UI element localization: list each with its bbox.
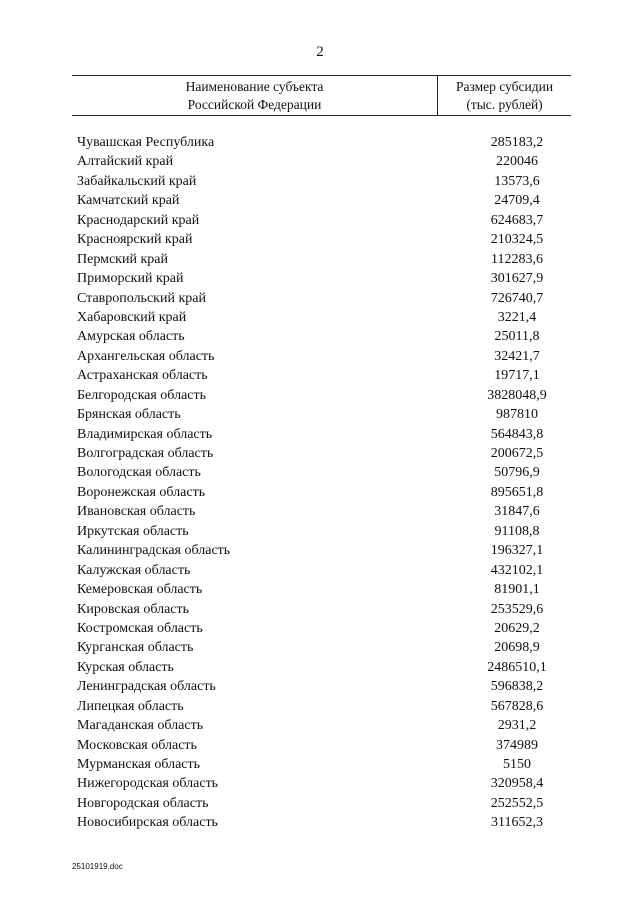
table-row — [77, 133, 571, 152]
subsidy-amount: 13573,6 — [494, 173, 540, 189]
table-row — [77, 813, 571, 832]
table-row — [77, 774, 571, 793]
subsidy-amount: 285183,2 — [490, 135, 544, 150]
subject-name: Волгоградская область — [77, 446, 214, 461]
table-row — [77, 600, 571, 619]
subsidy-amount: 252552,5 — [490, 795, 544, 811]
subsidy-amount: 596838,2 — [490, 679, 544, 695]
table-row — [77, 347, 571, 366]
subject-name: Краснодарский край — [77, 212, 200, 228]
subject-name: Чувашская Республика — [77, 135, 215, 150]
table-row — [77, 502, 571, 521]
subsidy-amount: 50796,9 — [494, 465, 540, 481]
table-row — [77, 483, 571, 502]
subsidy-amount: 374989 — [496, 737, 538, 753]
subsidy-amount: 220046 — [496, 154, 538, 170]
table-row — [77, 638, 571, 657]
subject-name: Ивановская область — [77, 504, 196, 520]
subject-name: Новосибирская область — [77, 815, 218, 831]
table-row — [77, 716, 571, 735]
table-row — [77, 736, 571, 755]
subject-name: Кемеровская область — [77, 582, 203, 598]
subject-name: Липецкая область — [77, 698, 184, 714]
subject-name: Ставропольский край — [77, 290, 206, 306]
subject-name: Московская область — [77, 737, 197, 753]
table-row — [77, 541, 571, 560]
subject-name: Калужская область — [77, 562, 191, 578]
subsidy-amount: 19717,1 — [494, 368, 540, 384]
subsidy-amount: 31847,6 — [494, 504, 540, 520]
table-row — [77, 152, 571, 171]
document-code: 25101919.doc — [72, 862, 123, 871]
subsidy-amount: 987810 — [496, 407, 538, 423]
column-header-subsidy-amount-line2: (тыс. рублей) — [466, 97, 543, 112]
subsidy-amount: 20629,2 — [494, 620, 540, 636]
subject-name: Красноярский край — [77, 232, 193, 248]
subject-name: Алтайский край — [77, 154, 174, 170]
subject-name: Иркутская область — [77, 523, 189, 539]
subsidy-amount: 91108,8 — [494, 523, 540, 539]
column-header-subject-name — [72, 78, 437, 114]
subsidy-amount: 432102,1 — [490, 562, 544, 578]
subsidy-amount: 20698,9 — [494, 640, 540, 656]
column-header-subsidy-amount — [438, 78, 571, 114]
table-row — [77, 444, 571, 463]
subsidy-amount: 567828,6 — [490, 698, 544, 714]
subsidy-amount: 32421,7 — [494, 348, 540, 364]
subject-name: Ленинградская область — [77, 679, 216, 695]
subject-name: Приморский край — [77, 271, 184, 287]
subsidy-amount: 3221,4 — [497, 309, 537, 325]
table-row — [77, 366, 571, 385]
subject-name: Воронежская область — [77, 484, 206, 500]
table-row — [77, 697, 571, 716]
table-row — [77, 522, 571, 541]
table-row — [77, 269, 571, 288]
table-header-bottom-rule — [72, 115, 571, 116]
subsidy-amount: 311652,3 — [491, 815, 543, 831]
table-row — [77, 211, 571, 230]
subject-name: Брянская область — [77, 407, 181, 423]
subsidy-amount: 210324,5 — [490, 232, 544, 248]
page-number: 2 — [316, 44, 324, 60]
subject-name: Костромская область — [77, 620, 203, 636]
subject-name: Пермский край — [77, 251, 168, 267]
table-row — [77, 386, 571, 405]
table-row — [77, 619, 571, 638]
subject-name: Камчатский край — [77, 193, 180, 209]
column-header-subject-name-line1: Наименование субъекта — [185, 79, 324, 94]
subject-name: Курганская область — [77, 640, 194, 656]
subsidy-amount: 624683,7 — [490, 212, 544, 228]
table-header-top-rule — [72, 75, 571, 76]
table-row — [77, 405, 571, 424]
table-row — [77, 191, 571, 210]
subject-name: Забайкальский край — [77, 173, 197, 189]
subject-name: Архангельская область — [77, 348, 215, 364]
subject-name: Хабаровский край — [77, 309, 187, 325]
column-header-subject-name-line2: Российской Федерации — [187, 97, 322, 112]
table-row — [77, 677, 571, 696]
subsidy-amount: 301627,9 — [490, 271, 544, 287]
table-row — [77, 327, 571, 346]
subsidy-amount: 895651,8 — [490, 484, 544, 500]
subject-name: Магаданская область — [77, 718, 204, 734]
table-row — [77, 230, 571, 249]
subsidy-amount: 726740,7 — [490, 290, 544, 306]
subject-name: Новгородская область — [77, 795, 209, 811]
subject-name: Калининградская область — [77, 543, 231, 559]
table-row — [77, 755, 571, 774]
table-row — [77, 289, 571, 308]
subsidy-amount: 2486510,1 — [487, 659, 547, 675]
subsidy-amount: 25011,8 — [494, 329, 540, 345]
table-row — [77, 561, 571, 580]
subject-name: Амурская область — [77, 329, 185, 345]
subject-name: Астраханская область — [77, 368, 208, 384]
subject-name: Нижегородская область — [77, 776, 219, 792]
table-row — [77, 794, 571, 813]
table-row — [77, 425, 571, 444]
subsidy-amount: 81901,1 — [494, 582, 540, 598]
table-row — [77, 172, 571, 191]
subject-name: Владимирская область — [77, 426, 213, 442]
column-header-subsidy-amount-line1: Размер субсидии — [455, 79, 554, 94]
subsidy-amount: 112283,6 — [491, 251, 543, 267]
subject-name: Курская область — [77, 659, 174, 675]
subject-name: Кировская область — [77, 601, 190, 617]
table-row — [77, 580, 571, 599]
subject-name: Мурманская область — [77, 757, 201, 772]
subject-name: Вологодская область — [77, 465, 201, 481]
table-row — [77, 658, 571, 677]
subject-name: Белгородская область — [77, 387, 207, 403]
table-row — [77, 463, 571, 482]
subsidy-amount: 564843,8 — [490, 426, 544, 442]
subsidy-amount: 3828048,9 — [487, 387, 547, 403]
subsidy-amount: 2931,2 — [497, 718, 537, 734]
subsidy-amount: 196327,1 — [490, 543, 544, 559]
subsidy-amount: 5150 — [503, 757, 531, 772]
subsidy-amount: 200672,5 — [490, 446, 544, 461]
subsidy-amount: 24709,4 — [494, 193, 540, 209]
subsidy-table-body — [77, 133, 571, 833]
subsidy-amount: 253529,6 — [490, 601, 544, 617]
table-row — [77, 308, 571, 327]
table-row — [77, 250, 571, 269]
subsidy-amount: 320958,4 — [490, 776, 544, 792]
